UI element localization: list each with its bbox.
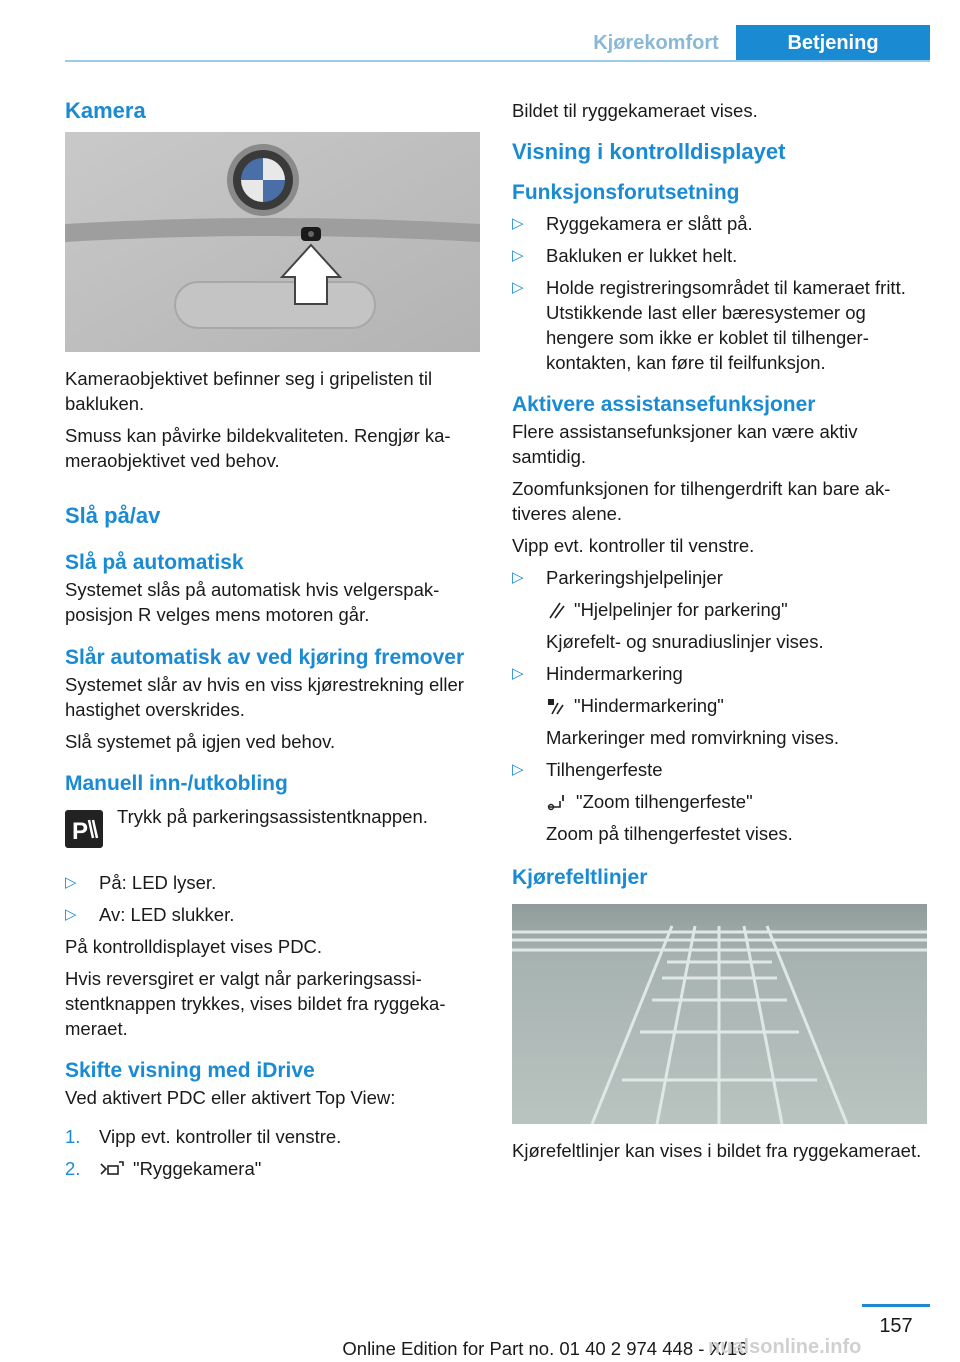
assist-menu-hindermarkering: "Hindermarkering" <box>546 693 930 718</box>
camera-location-image <box>65 132 480 352</box>
bullet-icon: ▷ <box>65 874 77 891</box>
kjorefelt-paragraph: Kjørefeltlinjer kan vises i bildet fra ryggekameraet. <box>512 1140 922 1161</box>
manuell-instruction: Trykk på parkeringsassistentknappen. <box>117 806 428 827</box>
kamera-paragraph-1: Kameraobjektivet befinner seg i gripelisten til bakluken. <box>65 368 433 414</box>
assist-menu-tilhengerfeste: "Zoom tilhengerfeste" <box>546 789 930 814</box>
header-tab-kjorekomfort[interactable]: Kjørekomfort <box>593 32 719 54</box>
lane-lines-image <box>512 904 927 1124</box>
parking-assistant-button-icon <box>65 810 103 848</box>
manuell-paragraph-2: Hvis reversgiret er valgt når parkeringsassistentknappen trykkes, vises bildet fra ryggekameraet. <box>65 968 446 1039</box>
manuell-item-av: ▷ Av: LED slukker. <box>65 904 235 925</box>
step-1: 1. Vipp evt. kontroller til venstre. <box>65 1126 342 1147</box>
svg-text:P: P <box>72 818 89 845</box>
heading-slaar-av: Slår automatisk av ved kjøring fremover <box>65 646 465 669</box>
edition-text: Online Edition for Part no. 01 40 2 974 448 - X/16 <box>342 1338 748 1359</box>
funksjon-item-3: ▷ Holde registreringsområdet til kameraet fritt. Utstikkende last eller bæresystemer og hengere som ikke er koblet til tilhengerkontakten, kan føre til feilfunksjon. <box>512 277 906 373</box>
obstacle-marking-icon <box>546 697 566 715</box>
assist-item-tilhengerfeste: ▷ Tilhengerfeste <box>512 759 663 780</box>
assist-desc-parkeringshjelpelinjer: Kjørefelt- og snuradiuslinjer vises. <box>546 631 824 652</box>
assist-item-hindermarkering: ▷ Hindermarkering <box>512 663 683 684</box>
funksjon-item-2: ▷ Bakluken er lukket helt. <box>512 245 738 266</box>
assist-desc-tilhengerfeste: Zoom på tilhengerfestet vises. <box>546 823 793 844</box>
slaar-av-paragraph-2: Slå systemet på igjen ved behov. <box>65 731 336 752</box>
right-column <box>512 98 930 1170</box>
slaar-av-paragraph-1: Systemet slår av hvis en viss kjørestrekning eller hastighet overskrides. <box>65 674 464 720</box>
funksjon-item-1: ▷ Ryggekamera er slått på. <box>512 213 753 234</box>
manuell-item-paa: ▷ På: LED lyser. <box>65 872 217 893</box>
aktivere-paragraph-3: Vipp evt. kontroller til venstre. <box>512 535 755 556</box>
left-column <box>65 98 480 1188</box>
header-tab-betjening[interactable]: Betjening <box>736 25 930 61</box>
skifte-paragraph: Ved aktivert PDC eller aktivert Top View: <box>65 1087 396 1108</box>
parking-button-row <box>65 804 480 848</box>
heading-slaa-paa-automatisk: Slå på automatisk <box>65 551 244 574</box>
heading-manuell: Manuell inn-/utkobling <box>65 772 288 795</box>
watermark: nualsonline.info <box>708 1336 862 1358</box>
bildet-paragraph: Bildet til ryggekameraet vises. <box>512 100 758 121</box>
parking-lines-icon <box>546 601 566 619</box>
heading-funksjonsforutsetning: Funksjonsforutsetning <box>512 181 740 204</box>
bullet-icon: ▷ <box>65 906 77 923</box>
header-divider <box>65 60 930 62</box>
heading-kamera: Kamera <box>65 98 146 123</box>
heading-visning: Visning i kontrolldisplayet <box>512 139 786 164</box>
heading-aktivere: Aktivere assistansefunksjoner <box>512 393 816 416</box>
heading-kjorefeltlinjer: Kjørefeltlinjer <box>512 866 648 889</box>
page-number: 157 <box>879 1315 913 1337</box>
kamera-paragraph-2: Smuss kan påvirke bildekvaliteten. Rengjør kameraobjektivet ved behov. <box>65 425 451 471</box>
assist-menu-parkeringshjelpelinjer: "Hjelpelinjer for parkering" <box>546 597 930 622</box>
heading-skifte-visning: Skifte visning med iDrive <box>65 1059 315 1082</box>
aktivere-paragraph-2: Zoomfunksjonen for tilhengerdrift kan bare aktiveres alene. <box>512 478 891 524</box>
heading-slaa-paa-av: Slå på/av <box>65 503 161 528</box>
trailer-hitch-icon <box>546 793 568 811</box>
assist-desc-hindermarkering: Markeringer med romvirkning vises. <box>546 727 840 748</box>
manuell-paragraph-1: På kontrolldisplayet vises PDC. <box>65 936 323 957</box>
footer-divider <box>862 1304 930 1307</box>
rear-camera-icon <box>99 1160 125 1178</box>
assist-item-parkeringshjelpelinjer: ▷ Parkeringshjelpelinjer <box>512 567 723 588</box>
slaa-auto-paragraph: Systemet slås på automatisk hvis velgerspakposisjon R velges mens motoren går. <box>65 579 440 625</box>
aktivere-paragraph-1: Flere assistansefunksjoner kan være aktiv samtidig. <box>512 421 858 467</box>
step-2: 2. "Ryggekamera" <box>65 1158 262 1179</box>
